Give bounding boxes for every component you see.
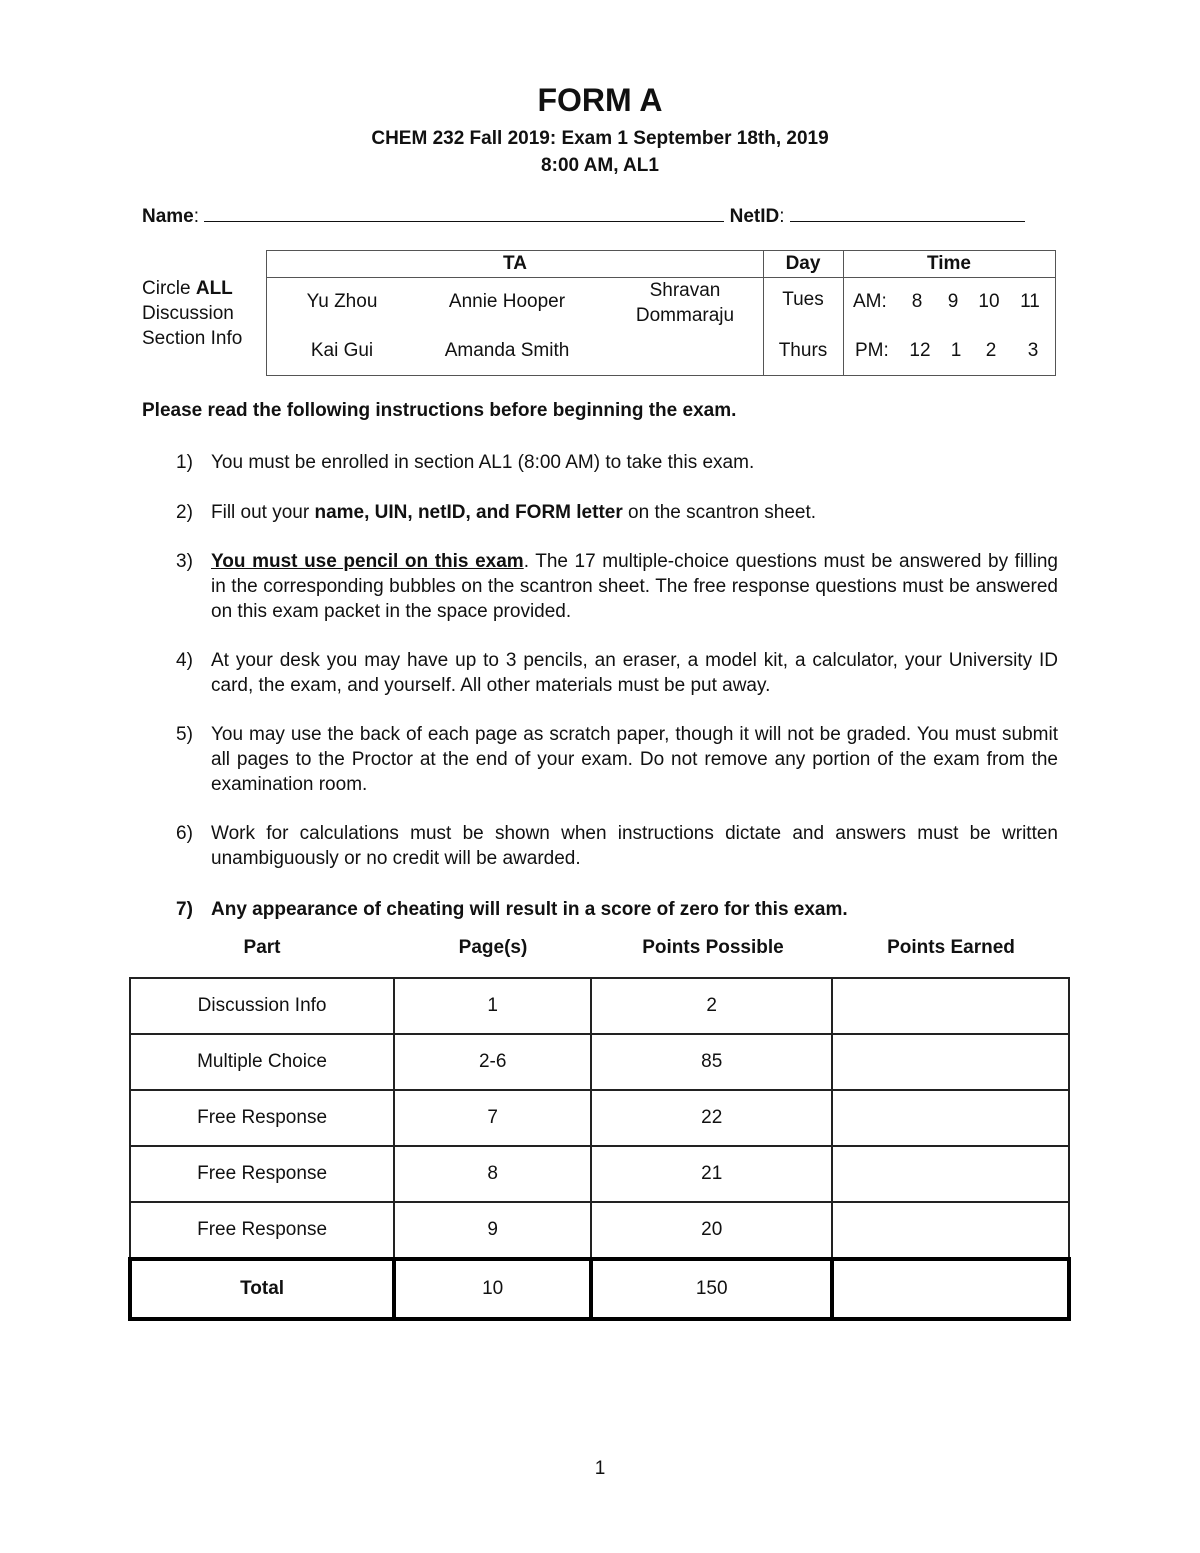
pages-cell: 8 (394, 1146, 591, 1202)
ta-option[interactable]: Kai Gui (310, 340, 374, 361)
table-row (130, 1090, 1069, 1146)
scantron-fields: name, UIN, netID, and FORM letter (314, 502, 623, 523)
points-table (128, 977, 1071, 1321)
col-header-part: Part (243, 937, 281, 958)
day-header: Day (785, 253, 821, 274)
circle-section-label (142, 276, 242, 351)
earned-cell (832, 1146, 1069, 1202)
part-cell: Free Response (130, 1146, 394, 1202)
instructions-heading: Please read the following instructions before beginning the exam. (142, 400, 737, 421)
pages-cell: 1 (394, 978, 591, 1034)
circle-all: ALL (195, 278, 233, 299)
time-option[interactable]: 12 (909, 340, 931, 361)
total-label: Total (130, 1259, 394, 1319)
time-option[interactable]: 2 (985, 340, 997, 361)
ta-option[interactable]: Annie Hooper (448, 291, 566, 312)
possible-cell: 2 (591, 978, 832, 1034)
pm-label: PM: (855, 340, 889, 361)
possible-cell: 20 (591, 1202, 832, 1259)
ta-header: TA (503, 253, 527, 274)
table-row (130, 1202, 1069, 1259)
table-row (130, 1034, 1069, 1090)
time-option[interactable]: 8 (911, 291, 923, 312)
col-header-points-possible: Points Possible (642, 937, 784, 958)
page-number: 1 (594, 1458, 606, 1479)
part-cell: Free Response (130, 1090, 394, 1146)
part-cell: Discussion Info (130, 978, 394, 1034)
pages-cell: 7 (394, 1090, 591, 1146)
total-pages: 10 (394, 1259, 591, 1319)
earned-cell (832, 1202, 1069, 1259)
circle-line-2: Discussion (142, 303, 234, 324)
part-cell: Multiple Choice (130, 1034, 394, 1090)
netid-label: NetID (729, 206, 780, 227)
total-row (130, 1259, 1069, 1319)
time-option[interactable]: 11 (1020, 291, 1040, 312)
netid-blank[interactable] (790, 203, 1025, 222)
name-blank[interactable] (204, 203, 724, 222)
possible-cell: 21 (591, 1146, 832, 1202)
circle-prefix: Circle (142, 278, 196, 299)
table-row (130, 978, 1069, 1034)
table-row (130, 1146, 1069, 1202)
part-cell: Free Response (130, 1202, 394, 1259)
exam-session: 8:00 AM, AL1 (541, 155, 659, 176)
time-header: Time (926, 253, 971, 274)
pages-cell: 2-6 (394, 1034, 591, 1090)
section-info-table (266, 250, 1056, 376)
pencil-rule: You must use pencil on this exam (211, 551, 524, 572)
total-earned (832, 1259, 1069, 1319)
name-netid-line: Name: NetID: (142, 203, 1025, 228)
col-header-points-earned: Points Earned (887, 937, 1015, 958)
possible-cell: 22 (591, 1090, 832, 1146)
circle-line-3: Section Info (142, 328, 243, 349)
time-option[interactable]: 1 (950, 340, 962, 361)
earned-cell (832, 978, 1069, 1034)
ta-option[interactable]: Yu Zhou (306, 291, 378, 312)
form-title: FORM A (537, 82, 663, 118)
possible-cell: 85 (591, 1034, 832, 1090)
pages-cell: 9 (394, 1202, 591, 1259)
earned-cell (832, 1034, 1069, 1090)
ta-option[interactable]: Amanda Smith (444, 340, 570, 361)
time-option[interactable]: 9 (947, 291, 959, 312)
day-option[interactable]: Thurs (778, 340, 828, 361)
total-possible: 150 (591, 1259, 832, 1319)
day-option[interactable]: Tues (782, 289, 824, 310)
exam-title: CHEM 232 Fall 2019: Exam 1 September 18th, 2019 (371, 128, 829, 149)
name-label: Name (142, 206, 194, 227)
col-header-pages: Page(s) (458, 937, 528, 958)
time-option[interactable]: 3 (1027, 340, 1039, 361)
ta-option[interactable]: Shravan Dommaraju (635, 280, 735, 326)
earned-cell (832, 1090, 1069, 1146)
am-label: AM: (853, 291, 887, 312)
time-option[interactable]: 10 (978, 291, 1000, 312)
